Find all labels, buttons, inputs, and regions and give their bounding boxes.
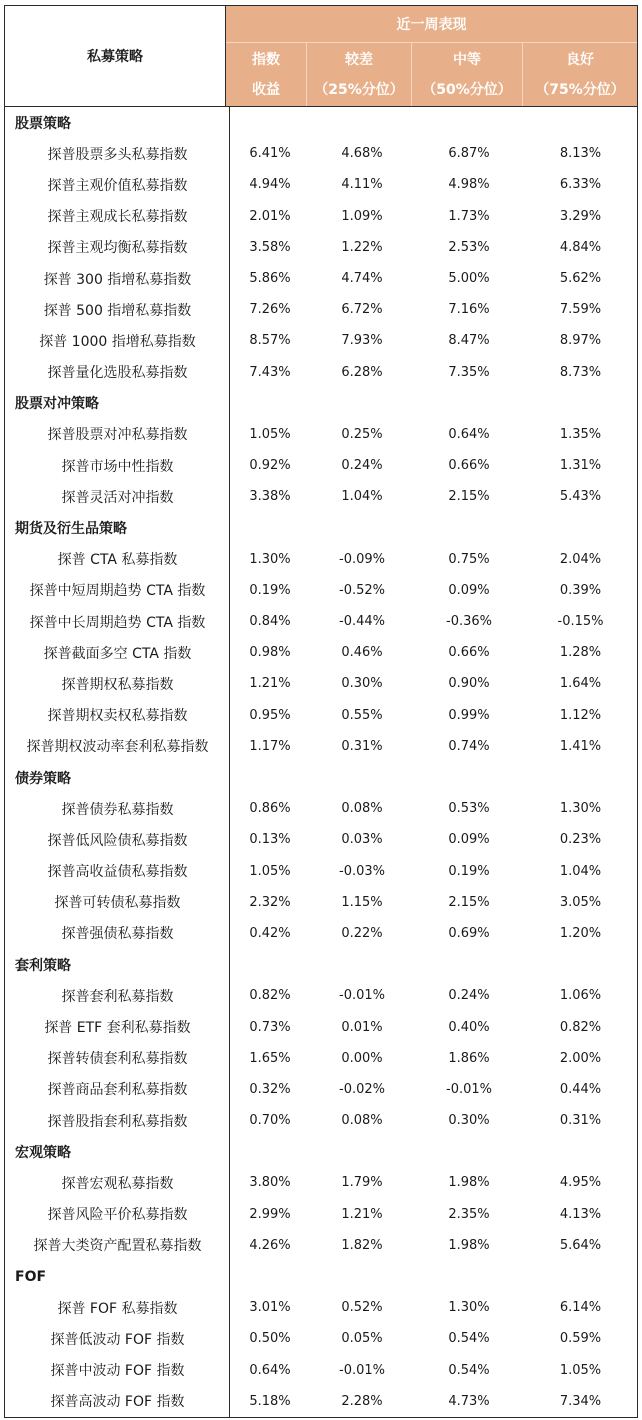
poor-quartile-value: -0.02% bbox=[339, 1081, 385, 1097]
good-quartile-value: 2.04% bbox=[559, 551, 602, 567]
section-title: 套利策略 bbox=[15, 957, 71, 974]
good-quartile-value: 8.97% bbox=[559, 333, 602, 349]
table-row bbox=[5, 824, 637, 855]
index-name: 探普低风险债私募指数 bbox=[47, 832, 188, 849]
table-row bbox=[5, 169, 637, 200]
index-return-value: 0.84% bbox=[249, 614, 291, 630]
section-title: 股票对冲策略 bbox=[15, 396, 99, 413]
index-return-value: 0.64% bbox=[249, 1362, 291, 1378]
table-row bbox=[5, 980, 637, 1011]
poor-quartile-value: 0.22% bbox=[341, 925, 383, 941]
index-return-value: 3.58% bbox=[249, 239, 291, 255]
table-row bbox=[5, 138, 637, 169]
column-header-line1: 良好 bbox=[566, 51, 594, 68]
median-value: 1.86% bbox=[448, 1050, 490, 1066]
table-row bbox=[5, 481, 637, 512]
poor-quartile-value: 0.08% bbox=[341, 801, 383, 817]
poor-quartile-value: 2.28% bbox=[341, 1393, 383, 1409]
median-value: 0.40% bbox=[448, 1019, 490, 1035]
median-value: 0.53% bbox=[448, 801, 490, 817]
index-return-value: 0.19% bbox=[249, 582, 291, 598]
column-header-line1: 指数 bbox=[252, 51, 280, 68]
good-quartile-value: 8.13% bbox=[559, 146, 602, 162]
table-row bbox=[5, 294, 637, 325]
poor-quartile-value: 0.00% bbox=[341, 1050, 383, 1066]
poor-quartile-value: 1.79% bbox=[341, 1175, 383, 1191]
index-return-value: 1.05% bbox=[249, 863, 291, 879]
index-name: 探普灵活对冲指数 bbox=[61, 489, 174, 506]
median-value: 0.99% bbox=[448, 707, 490, 723]
table-row bbox=[5, 544, 637, 575]
poor-quartile-value: 0.01% bbox=[341, 1019, 383, 1035]
median-value: 2.35% bbox=[448, 1206, 490, 1222]
median-value: 0.09% bbox=[448, 582, 490, 598]
index-name: 探普期权卖权私募指数 bbox=[47, 708, 188, 725]
median-value: 7.35% bbox=[448, 364, 490, 380]
column-headers bbox=[226, 43, 637, 106]
good-quartile-value: 7.59% bbox=[559, 302, 602, 318]
good-quartile-value: 7.34% bbox=[559, 1393, 602, 1409]
index-return-value: 0.70% bbox=[249, 1113, 291, 1129]
index-name: 探普中波动 FOF 指数 bbox=[50, 1363, 185, 1380]
poor-quartile-value: 0.30% bbox=[341, 676, 383, 692]
poor-quartile-value: 0.05% bbox=[341, 1331, 383, 1347]
index-name: 探普中短周期趋势 CTA 指数 bbox=[29, 583, 206, 600]
index-name: 探普 FOF 私募指数 bbox=[57, 1300, 178, 1317]
index-return-value: 1.17% bbox=[249, 738, 291, 754]
period-label: 近一周表现 bbox=[226, 6, 637, 43]
good-quartile-value: 0.59% bbox=[559, 1331, 602, 1347]
good-quartile-value: 1.12% bbox=[559, 707, 602, 723]
good-quartile-value: 0.23% bbox=[559, 832, 602, 848]
median-value: 4.98% bbox=[448, 177, 490, 193]
good-quartile-value: 1.28% bbox=[559, 645, 602, 661]
good-quartile-value: 2.00% bbox=[559, 1050, 602, 1066]
poor-quartile-value: 0.52% bbox=[341, 1300, 383, 1316]
good-quartile-value: 6.33% bbox=[559, 177, 602, 193]
table-row bbox=[5, 1105, 637, 1136]
index-return-value: 2.99% bbox=[249, 1206, 291, 1222]
poor-quartile-value: 4.11% bbox=[341, 177, 383, 193]
poor-quartile-value: 0.03% bbox=[341, 832, 383, 848]
index-name: 探普 CTA 私募指数 bbox=[57, 552, 178, 569]
index-name: 探普可转债私募指数 bbox=[54, 895, 181, 912]
index-name: 探普期权私募指数 bbox=[61, 676, 174, 693]
index-name: 探普中长周期趋势 CTA 指数 bbox=[29, 614, 206, 631]
index-return-value: 0.50% bbox=[249, 1331, 291, 1347]
table-body bbox=[5, 107, 637, 1417]
table-row bbox=[5, 793, 637, 824]
poor-quartile-value: 4.68% bbox=[341, 146, 383, 162]
poor-quartile-value: 6.28% bbox=[341, 364, 383, 380]
good-quartile-value: 6.14% bbox=[559, 1300, 602, 1316]
poor-quartile-value: 1.21% bbox=[341, 1206, 383, 1222]
index-return-value: 0.95% bbox=[249, 707, 291, 723]
median-value: 6.87% bbox=[448, 146, 490, 162]
poor-quartile-value: 0.08% bbox=[341, 1113, 383, 1129]
fund-index-table bbox=[4, 5, 638, 1418]
good-quartile-value: 1.31% bbox=[559, 458, 602, 474]
index-return-value: 8.57% bbox=[249, 333, 291, 349]
table-row bbox=[5, 201, 637, 232]
poor-quartile-value: 1.15% bbox=[341, 894, 383, 910]
index-return-value: 6.41% bbox=[249, 146, 291, 162]
index-name: 探普风险平价私募指数 bbox=[47, 1207, 188, 1224]
column-header-line2: 收益 bbox=[252, 81, 280, 98]
column-header-line2: （50%分位） bbox=[422, 81, 512, 98]
index-return-value: 1.21% bbox=[249, 676, 291, 692]
poor-quartile-value: 7.93% bbox=[341, 333, 383, 349]
index-name: 探普主观价值私募指数 bbox=[47, 177, 188, 194]
median-value: 2.53% bbox=[448, 239, 490, 255]
good-quartile-value: 1.64% bbox=[559, 676, 602, 692]
index-name: 探普大类资产配置私募指数 bbox=[33, 1238, 202, 1255]
good-quartile-value: 1.30% bbox=[559, 801, 602, 817]
performance-header bbox=[226, 6, 637, 106]
table-row bbox=[5, 1292, 637, 1323]
index-name: 探普市场中性指数 bbox=[61, 458, 174, 475]
good-quartile-value: 0.82% bbox=[559, 1019, 602, 1035]
index-name: 探普套利私募指数 bbox=[61, 988, 174, 1005]
table-row bbox=[5, 887, 637, 918]
good-quartile-value: 1.04% bbox=[559, 863, 602, 879]
index-name: 探普 1000 指增私募指数 bbox=[39, 333, 196, 350]
median-value: -0.01% bbox=[446, 1081, 492, 1097]
table-row bbox=[5, 1167, 637, 1198]
good-quartile-value: 5.43% bbox=[559, 489, 602, 505]
median-value: 1.30% bbox=[448, 1300, 490, 1316]
good-quartile-value: 5.64% bbox=[559, 1237, 602, 1253]
index-name: 探普 500 指增私募指数 bbox=[43, 302, 192, 319]
poor-quartile-value: 4.74% bbox=[341, 271, 383, 287]
good-quartile-value: 1.06% bbox=[559, 988, 602, 1004]
index-return-value: 3.01% bbox=[249, 1300, 291, 1316]
table-row bbox=[5, 606, 637, 637]
good-quartile-value: 5.62% bbox=[559, 271, 602, 287]
column-header-index-return bbox=[226, 43, 306, 106]
median-value: 8.47% bbox=[448, 333, 490, 349]
poor-quartile-value: -0.44% bbox=[339, 614, 385, 630]
poor-quartile-value: 1.22% bbox=[341, 239, 383, 255]
index-return-value: 0.42% bbox=[249, 925, 291, 941]
strategy-column-header: 私募策略 bbox=[5, 6, 226, 106]
table-row bbox=[5, 668, 637, 699]
good-quartile-value: 4.13% bbox=[559, 1206, 602, 1222]
table-row bbox=[5, 325, 637, 356]
index-name: 探普股票对冲私募指数 bbox=[47, 427, 188, 444]
median-value: 0.74% bbox=[448, 738, 490, 754]
index-return-value: 1.30% bbox=[249, 551, 291, 567]
poor-quartile-value: -0.01% bbox=[339, 988, 385, 1004]
median-value: -0.36% bbox=[446, 614, 492, 630]
index-name: 探普 300 指增私募指数 bbox=[43, 271, 192, 288]
good-quartile-value: 8.73% bbox=[559, 364, 602, 380]
poor-quartile-value: -0.52% bbox=[339, 582, 385, 598]
table-row bbox=[5, 232, 637, 263]
median-value: 0.69% bbox=[448, 925, 490, 941]
column-header-line2: （25%分位） bbox=[314, 81, 404, 98]
index-name: 探普 ETF 套利私募指数 bbox=[44, 1020, 191, 1037]
poor-quartile-value: -0.01% bbox=[339, 1362, 385, 1378]
column-header-line1: 中等 bbox=[453, 51, 481, 68]
median-value: 0.54% bbox=[448, 1331, 490, 1347]
index-name: 探普商品套利私募指数 bbox=[47, 1082, 188, 1099]
index-name: 探普股票多头私募指数 bbox=[47, 146, 188, 163]
poor-quartile-value: 0.31% bbox=[341, 738, 383, 754]
column-header-medium bbox=[411, 43, 522, 106]
poor-quartile-value: -0.09% bbox=[339, 551, 385, 567]
good-quartile-value: 4.95% bbox=[559, 1175, 602, 1191]
index-name: 探普债券私募指数 bbox=[61, 801, 174, 818]
median-value: 2.15% bbox=[448, 894, 490, 910]
column-header-poor bbox=[306, 43, 411, 106]
index-name: 探普主观成长私募指数 bbox=[47, 209, 188, 226]
poor-quartile-value: 1.04% bbox=[341, 489, 383, 505]
index-return-value: 3.80% bbox=[249, 1175, 291, 1191]
section-title: 宏观策略 bbox=[15, 1144, 71, 1161]
index-name: 探普宏观私募指数 bbox=[61, 1175, 174, 1192]
section-title: FOF bbox=[15, 1268, 47, 1285]
good-quartile-value: 4.84% bbox=[559, 239, 602, 255]
section-title: 债券策略 bbox=[15, 770, 71, 787]
table-row bbox=[5, 1199, 637, 1230]
table-row bbox=[5, 575, 637, 606]
table-row bbox=[5, 700, 637, 731]
median-value: 1.73% bbox=[448, 208, 490, 224]
index-name: 探普股指套利私募指数 bbox=[47, 1113, 188, 1130]
poor-quartile-value: 1.09% bbox=[341, 208, 383, 224]
poor-quartile-value: 0.25% bbox=[341, 426, 383, 442]
index-return-value: 5.18% bbox=[249, 1393, 291, 1409]
column-divider bbox=[229, 107, 230, 1417]
index-return-value: 2.32% bbox=[249, 894, 291, 910]
median-value: 0.09% bbox=[448, 832, 490, 848]
poor-quartile-value: 0.46% bbox=[341, 645, 383, 661]
index-return-value: 1.65% bbox=[249, 1050, 291, 1066]
good-quartile-value: 3.05% bbox=[559, 894, 602, 910]
table-row bbox=[5, 856, 637, 887]
median-value: 0.24% bbox=[448, 988, 490, 1004]
table-row bbox=[5, 637, 637, 668]
table-row bbox=[5, 1074, 637, 1105]
poor-quartile-value: 0.55% bbox=[341, 707, 383, 723]
index-return-value: 4.94% bbox=[249, 177, 291, 193]
good-quartile-value: 0.44% bbox=[559, 1081, 602, 1097]
good-quartile-value: 1.41% bbox=[559, 738, 602, 754]
table-row bbox=[5, 1043, 637, 1074]
median-value: 7.16% bbox=[448, 302, 490, 318]
median-value: 0.66% bbox=[448, 645, 490, 661]
median-value: 0.75% bbox=[448, 551, 490, 567]
median-value: 0.30% bbox=[448, 1113, 490, 1129]
index-return-value: 0.86% bbox=[249, 801, 291, 817]
index-return-value: 0.98% bbox=[249, 645, 291, 661]
median-value: 1.98% bbox=[448, 1237, 490, 1253]
median-value: 5.00% bbox=[448, 271, 490, 287]
index-name: 探普低波动 FOF 指数 bbox=[50, 1331, 185, 1348]
table-row bbox=[5, 918, 637, 949]
good-quartile-value: 1.05% bbox=[559, 1362, 602, 1378]
good-quartile-value: 0.39% bbox=[559, 582, 602, 598]
table-row bbox=[5, 357, 637, 388]
index-return-value: 4.26% bbox=[249, 1237, 291, 1253]
index-name: 探普截面多空 CTA 指数 bbox=[43, 645, 192, 662]
table-row bbox=[5, 1323, 637, 1354]
median-value: 2.15% bbox=[448, 489, 490, 505]
poor-quartile-value: 6.72% bbox=[341, 302, 383, 318]
median-value: 0.19% bbox=[448, 863, 490, 879]
median-value: 1.98% bbox=[448, 1175, 490, 1191]
index-return-value: 0.32% bbox=[249, 1081, 291, 1097]
poor-quartile-value: 1.82% bbox=[341, 1237, 383, 1253]
good-quartile-value: -0.15% bbox=[557, 614, 604, 630]
index-name: 探普高波动 FOF 指数 bbox=[50, 1394, 185, 1411]
table-row bbox=[5, 419, 637, 450]
index-return-value: 7.26% bbox=[249, 302, 291, 318]
column-header-line2: （75%分位） bbox=[535, 81, 625, 98]
index-name: 探普转债套利私募指数 bbox=[47, 1051, 188, 1068]
table-row bbox=[5, 263, 637, 294]
poor-quartile-value: 0.24% bbox=[341, 458, 383, 474]
median-value: 4.73% bbox=[448, 1393, 490, 1409]
index-name: 探普期权波动率套利私募指数 bbox=[26, 739, 209, 756]
median-value: 0.90% bbox=[448, 676, 490, 692]
index-return-value: 5.86% bbox=[249, 271, 291, 287]
median-value: 0.64% bbox=[448, 426, 490, 442]
index-return-value: 0.13% bbox=[249, 832, 291, 848]
poor-quartile-value: -0.03% bbox=[339, 863, 385, 879]
good-quartile-value: 1.20% bbox=[559, 925, 602, 941]
good-quartile-value: 0.31% bbox=[559, 1113, 602, 1129]
column-header-good bbox=[522, 43, 637, 106]
good-quartile-value: 1.35% bbox=[559, 426, 602, 442]
index-name: 探普强债私募指数 bbox=[61, 926, 174, 943]
good-quartile-value: 3.29% bbox=[559, 208, 602, 224]
index-return-value: 0.73% bbox=[249, 1019, 291, 1035]
index-name: 探普高收益债私募指数 bbox=[47, 864, 188, 881]
table-row bbox=[5, 731, 637, 762]
table-row bbox=[5, 450, 637, 481]
median-value: 0.66% bbox=[448, 458, 490, 474]
table-header bbox=[5, 6, 637, 107]
section-title: 股票策略 bbox=[15, 115, 71, 132]
section-title: 期货及衍生品策略 bbox=[15, 521, 127, 538]
index-return-value: 0.92% bbox=[249, 458, 291, 474]
table-row bbox=[5, 1386, 637, 1417]
index-return-value: 2.01% bbox=[249, 208, 291, 224]
index-return-value: 3.38% bbox=[249, 489, 291, 505]
index-return-value: 0.82% bbox=[249, 988, 291, 1004]
column-header-line1: 较差 bbox=[345, 51, 373, 68]
table-row bbox=[5, 1011, 637, 1042]
index-name: 探普量化选股私募指数 bbox=[47, 365, 188, 382]
table-row bbox=[5, 1230, 637, 1261]
table-row bbox=[5, 1355, 637, 1386]
index-name: 探普主观均衡私募指数 bbox=[47, 240, 188, 257]
median-value: 0.54% bbox=[448, 1362, 490, 1378]
index-return-value: 7.43% bbox=[249, 364, 291, 380]
index-return-value: 1.05% bbox=[249, 426, 291, 442]
